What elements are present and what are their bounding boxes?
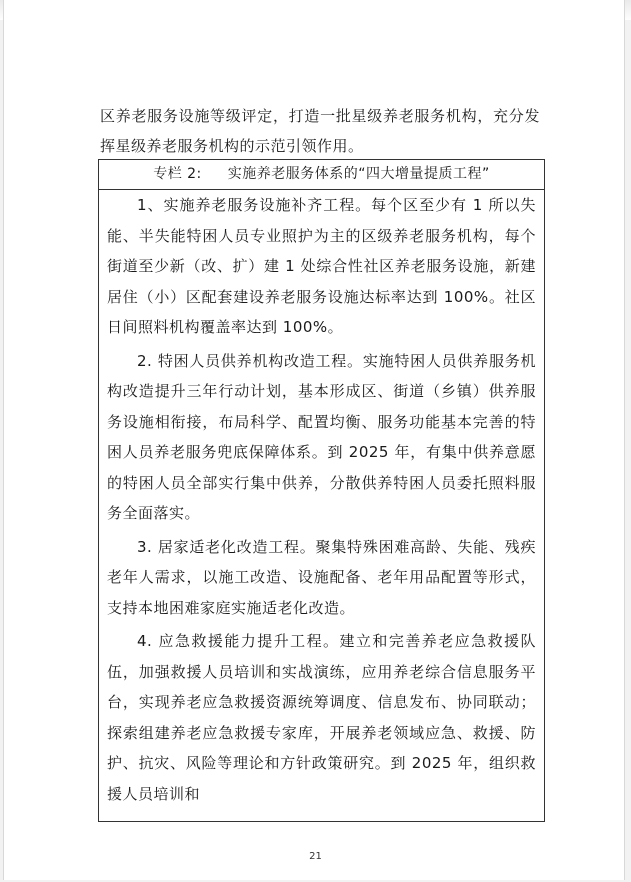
item-paragraph-1: 1、实施养老服务设施补齐工程。每个区至少有 1 所以失能、半失能特困人员专业照护为主的区级养老服务机构，每个街道至少新（改、扩）建 1 处综合性社区养老服务设施，新建居住（小）区配套建设养老服务设施达标率达到 100%。社区日间照料机构覆盖率达到 100%。 xyxy=(107,196,536,336)
feature-box xyxy=(98,159,545,822)
feature-box-heading: 实施养老服务体系的“四大增量提质工程” xyxy=(227,166,490,182)
feature-box-number: 专栏 2: xyxy=(153,166,202,182)
intro-paragraph: 区养老服务设施等级评定，打造一批星级养老服务机构，充分发挥星级养老服务机构的示范引领作用。 xyxy=(100,107,540,155)
item-paragraph-3: 3. 居家适老化改造工程。聚集特殊困难高龄、失能、残疾老年人需求，以施工改造、设施配备、老年用品配置等形式，支持本地困难家庭实施适老化改造。 xyxy=(107,537,536,617)
feature-box-title xyxy=(99,160,544,190)
item-paragraph-2: 2. 特困人员供养机构改造工程。实施特困人员供养服务机构改造提升三年行动计划，基本形成区、街道（乡镇）供养服务设施相衔接，布局科学、配置均衡、服务功能基本完善的特困人员养老服务兜底保障体系。到 2025 年，有集中供养意愿的特困人员全部实行集中供养，分散供养特困人员委托照料服务全面落实。 xyxy=(107,351,536,522)
feature-box-body xyxy=(99,190,544,809)
item-paragraph-4: 4. 应急救援能力提升工程。建立和完善养老应急救援队伍，加强救援人员培训和实战演练，应用养老综合信息服务平台，实现养老应急救援资源统筹调度、信息发布、协同联动；探索组建养老应急救援专家库，开展养老领域应急、救援、防护、抗灾、风险等理论和方针政策研究。到 2025 年，组织救援人员培训和 xyxy=(107,632,536,803)
page-number: 21 xyxy=(309,851,322,862)
